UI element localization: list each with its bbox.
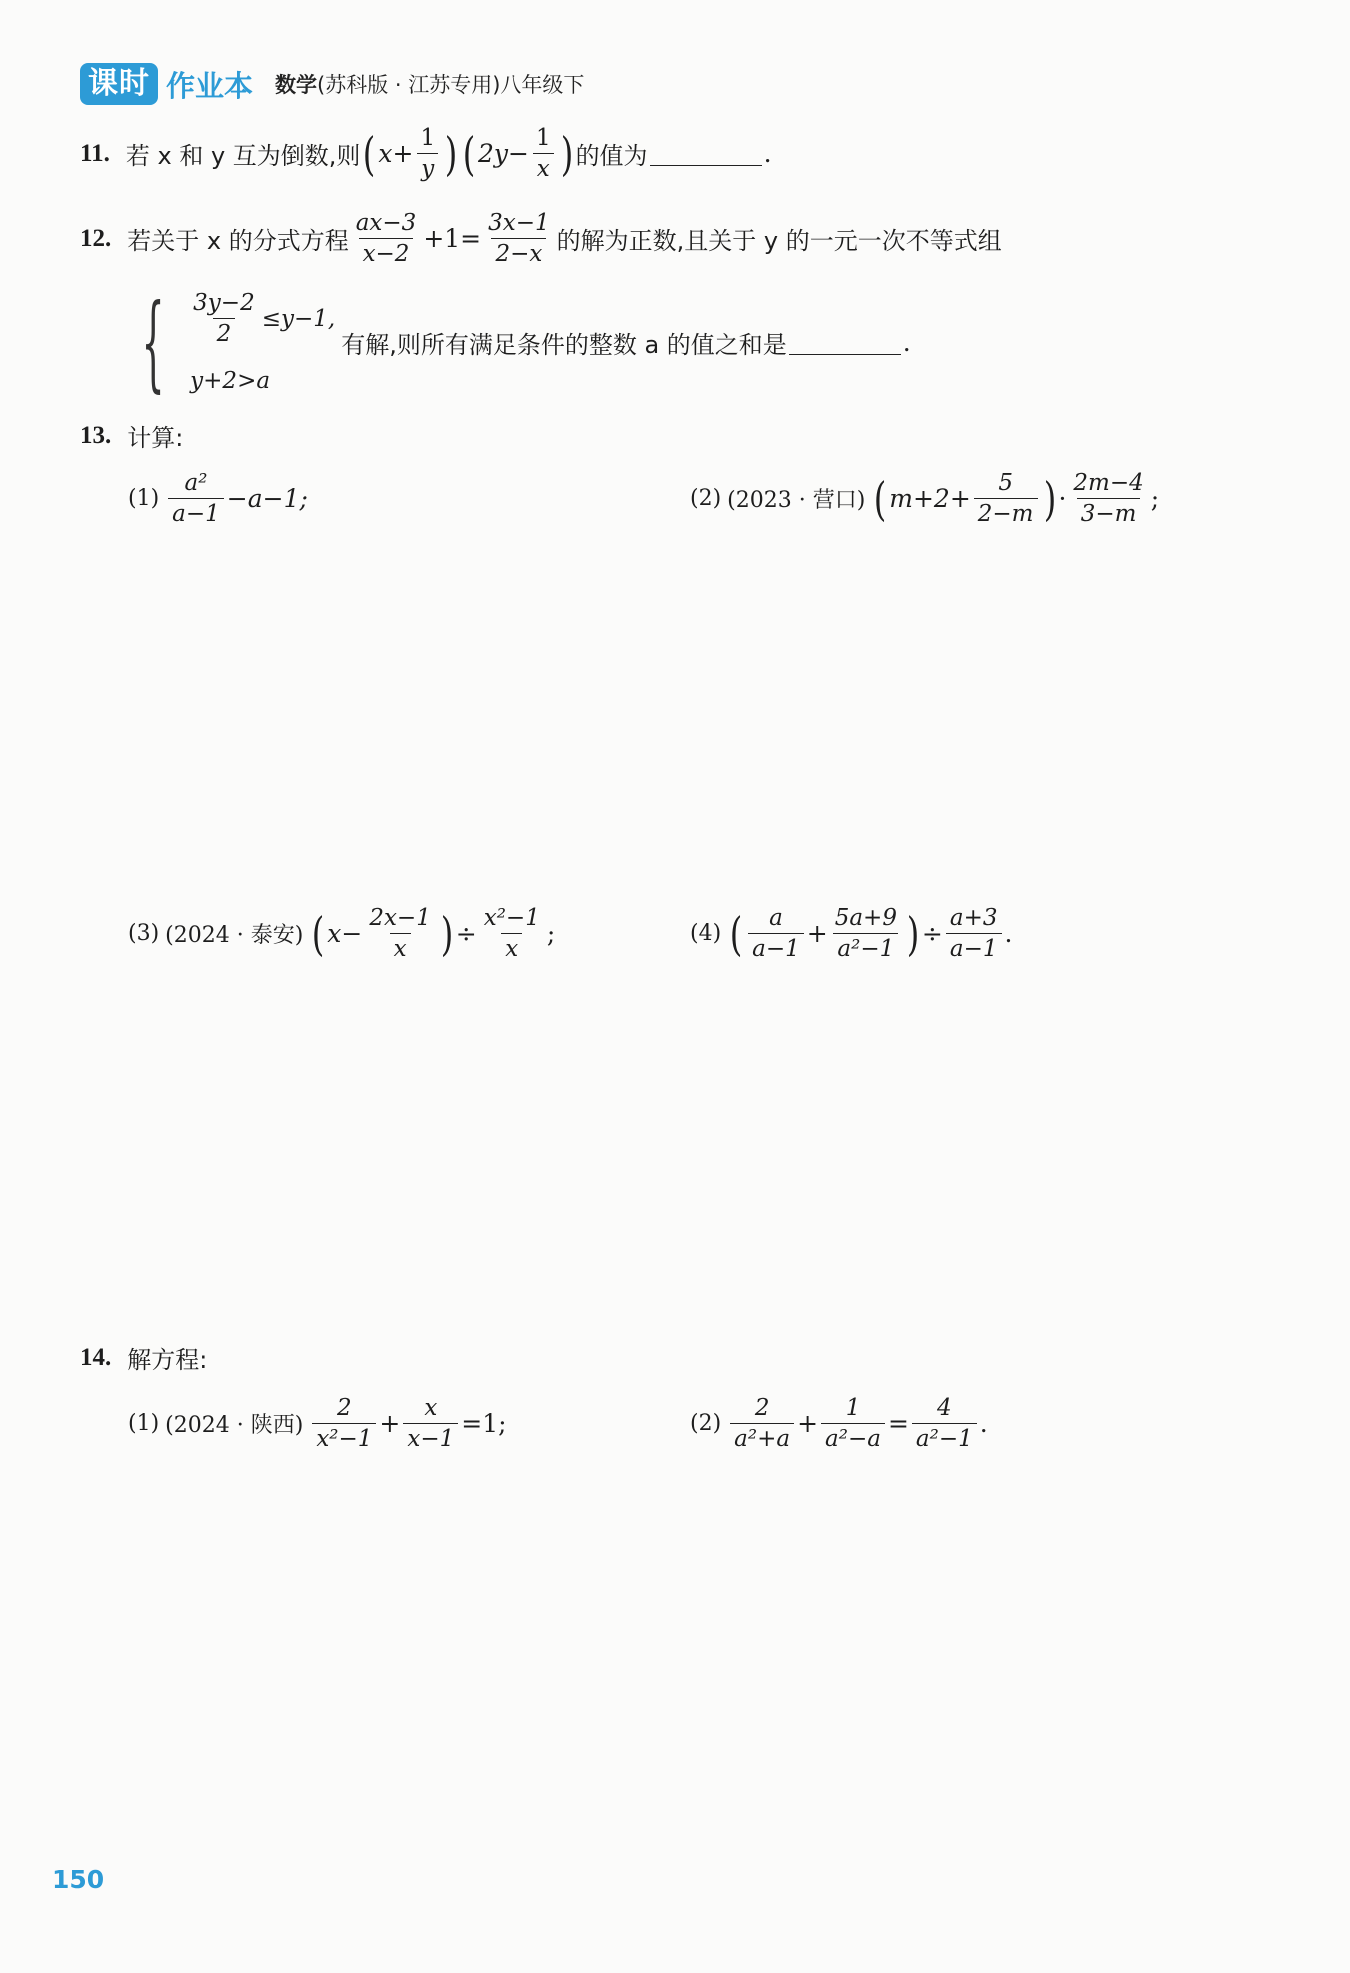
- system-line-2: y+2>a: [190, 368, 271, 394]
- divide: ÷: [455, 919, 477, 949]
- fraction: [312, 1395, 376, 1453]
- part-label: (1): [128, 1411, 160, 1437]
- left-paren-icon: (: [312, 906, 325, 961]
- numerator: 1: [845, 1395, 861, 1421]
- denominator: a²−1: [833, 933, 898, 962]
- fraction: [484, 210, 554, 268]
- fraction: [946, 905, 1002, 963]
- denominator: 2−x: [491, 238, 546, 267]
- numerator: 1: [420, 125, 436, 151]
- answer-blank[interactable]: [789, 330, 901, 355]
- numerator: 2m−4: [1073, 470, 1144, 496]
- semicolon: ;: [546, 919, 556, 949]
- left-paren-icon: (: [729, 906, 743, 961]
- source: (2023 · 营口): [727, 488, 866, 514]
- expr: x−: [327, 919, 363, 949]
- expr: 2y−: [477, 139, 529, 169]
- answer-blank[interactable]: [650, 141, 762, 166]
- part-label: (2): [690, 1411, 722, 1437]
- expr: m+2+: [889, 484, 971, 514]
- numerator: x: [424, 1395, 438, 1421]
- expr: ≤y−1,: [261, 305, 336, 332]
- right-paren-icon: ): [1043, 471, 1056, 526]
- logo: [80, 63, 253, 105]
- numerator: 4: [937, 1395, 952, 1421]
- question-11: [80, 125, 772, 183]
- question-text: 若 x 和 y 互为倒数,则: [125, 142, 361, 171]
- numerator: 1: [535, 125, 551, 151]
- source: (2024 · 泰安): [165, 923, 304, 949]
- fraction: [189, 290, 259, 348]
- denominator: a−1: [748, 933, 804, 962]
- denominator: x−2: [359, 238, 414, 267]
- part-label: (3): [128, 921, 160, 947]
- fraction: [974, 470, 1038, 528]
- fraction: [730, 1395, 794, 1453]
- numerator: x²−1: [483, 905, 540, 931]
- system-lines: [186, 290, 335, 394]
- denominator: a−1: [168, 498, 224, 527]
- question-number: 11.: [80, 139, 110, 167]
- fraction: [365, 905, 435, 963]
- logo-text: 作业本: [166, 68, 254, 103]
- numerator: 2: [754, 1395, 770, 1421]
- semicolon: ;: [1150, 484, 1160, 514]
- expr: −a−1;: [226, 484, 308, 514]
- expr: x+: [378, 139, 414, 169]
- header: [80, 62, 584, 106]
- right-paren-icon: ): [444, 126, 458, 181]
- q14-part-2: [690, 1395, 988, 1453]
- q13-part-3: [128, 905, 555, 963]
- expr: +1=: [423, 224, 482, 254]
- divide: ÷: [921, 919, 943, 949]
- denominator: a²−a: [821, 1423, 885, 1452]
- part-label: (2): [690, 486, 722, 512]
- q13-part-2: [690, 470, 1159, 528]
- source: (2024 · 陕西): [165, 1413, 304, 1439]
- plus: +: [379, 1409, 401, 1439]
- denominator: a²+a: [730, 1423, 794, 1452]
- question-title: 解方程:: [127, 1346, 208, 1374]
- fraction: [532, 125, 555, 183]
- denominator: x: [501, 933, 522, 962]
- fraction: [352, 210, 421, 268]
- numerator: 3x−1: [488, 210, 550, 236]
- part-label: (1): [128, 486, 160, 512]
- question-number: 14.: [80, 1343, 112, 1371]
- left-paren-icon: (: [363, 126, 376, 181]
- fraction: [168, 470, 224, 528]
- book-info: [275, 69, 584, 99]
- question-12: [80, 210, 1002, 268]
- q14-part-1: [128, 1395, 507, 1453]
- question-number: 12.: [80, 224, 112, 252]
- question-number: 13.: [80, 421, 112, 449]
- denominator: y: [417, 153, 438, 182]
- denominator: x²−1: [312, 1423, 376, 1452]
- denominator: a²−1: [912, 1423, 977, 1452]
- question-13: [80, 418, 183, 453]
- system-line-1: [186, 290, 335, 348]
- fraction: [1069, 470, 1147, 528]
- fraction: [821, 1395, 885, 1453]
- numerator: ax−3: [355, 210, 417, 236]
- question-text: 若关于 x 的分式方程: [127, 227, 349, 256]
- plus: +: [797, 1409, 819, 1439]
- question-text: 的值为: [575, 142, 648, 171]
- fraction: [480, 905, 544, 963]
- numerator: 5: [998, 470, 1013, 496]
- left-paren-icon: (: [874, 471, 887, 526]
- fraction: [748, 905, 804, 963]
- numerator: 3y−2: [193, 290, 255, 316]
- right-paren-icon: ): [906, 906, 920, 961]
- numerator: a+3: [949, 905, 998, 931]
- left-brace-icon: {: [141, 281, 165, 403]
- plus: +: [806, 919, 828, 949]
- denominator: x: [390, 933, 411, 962]
- period: .: [1004, 919, 1013, 949]
- left-paren-icon: (: [462, 126, 476, 181]
- numerator: 2: [337, 1395, 352, 1421]
- equals: =: [887, 1409, 909, 1439]
- q13-part-4: [690, 905, 1012, 963]
- fraction: [403, 1395, 458, 1453]
- edition: (苏科版 · 江苏专用)八年级下: [317, 73, 585, 97]
- numerator: a²: [184, 470, 208, 496]
- question-14: [80, 1340, 207, 1375]
- denominator: x: [533, 153, 554, 182]
- denominator: x−1: [403, 1423, 458, 1452]
- denominator: 3−m: [1077, 498, 1141, 527]
- denominator: 2−m: [974, 498, 1038, 527]
- numerator: a: [769, 905, 783, 931]
- fraction: [416, 125, 439, 183]
- denominator: a−1: [946, 933, 1002, 962]
- logo-box: 课时: [80, 63, 158, 105]
- dot: ·: [1058, 484, 1067, 514]
- question-text: 的解为正数,且关于 y 的一元一次不等式组: [556, 227, 1002, 256]
- expr: =1;: [461, 1409, 507, 1439]
- period: .: [979, 1409, 988, 1439]
- subject: 数学: [275, 73, 318, 97]
- period: .: [902, 327, 911, 357]
- right-paren-icon: ): [440, 906, 454, 961]
- q13-part-1: [128, 470, 308, 528]
- fraction: [912, 1395, 977, 1453]
- period: .: [763, 139, 772, 169]
- question-text: 有解,则所有满足条件的整数 a 的值之和是: [341, 330, 787, 359]
- right-paren-icon: ): [560, 126, 573, 181]
- denominator: 2: [213, 318, 236, 347]
- numerator: 5a+9: [834, 905, 897, 931]
- fraction: [831, 905, 901, 963]
- part-label: (4): [690, 921, 722, 947]
- question-title: 计算:: [127, 424, 184, 452]
- page-number: 150: [52, 1865, 105, 1894]
- inequality-system: [120, 281, 911, 403]
- numerator: 2x−1: [369, 905, 431, 931]
